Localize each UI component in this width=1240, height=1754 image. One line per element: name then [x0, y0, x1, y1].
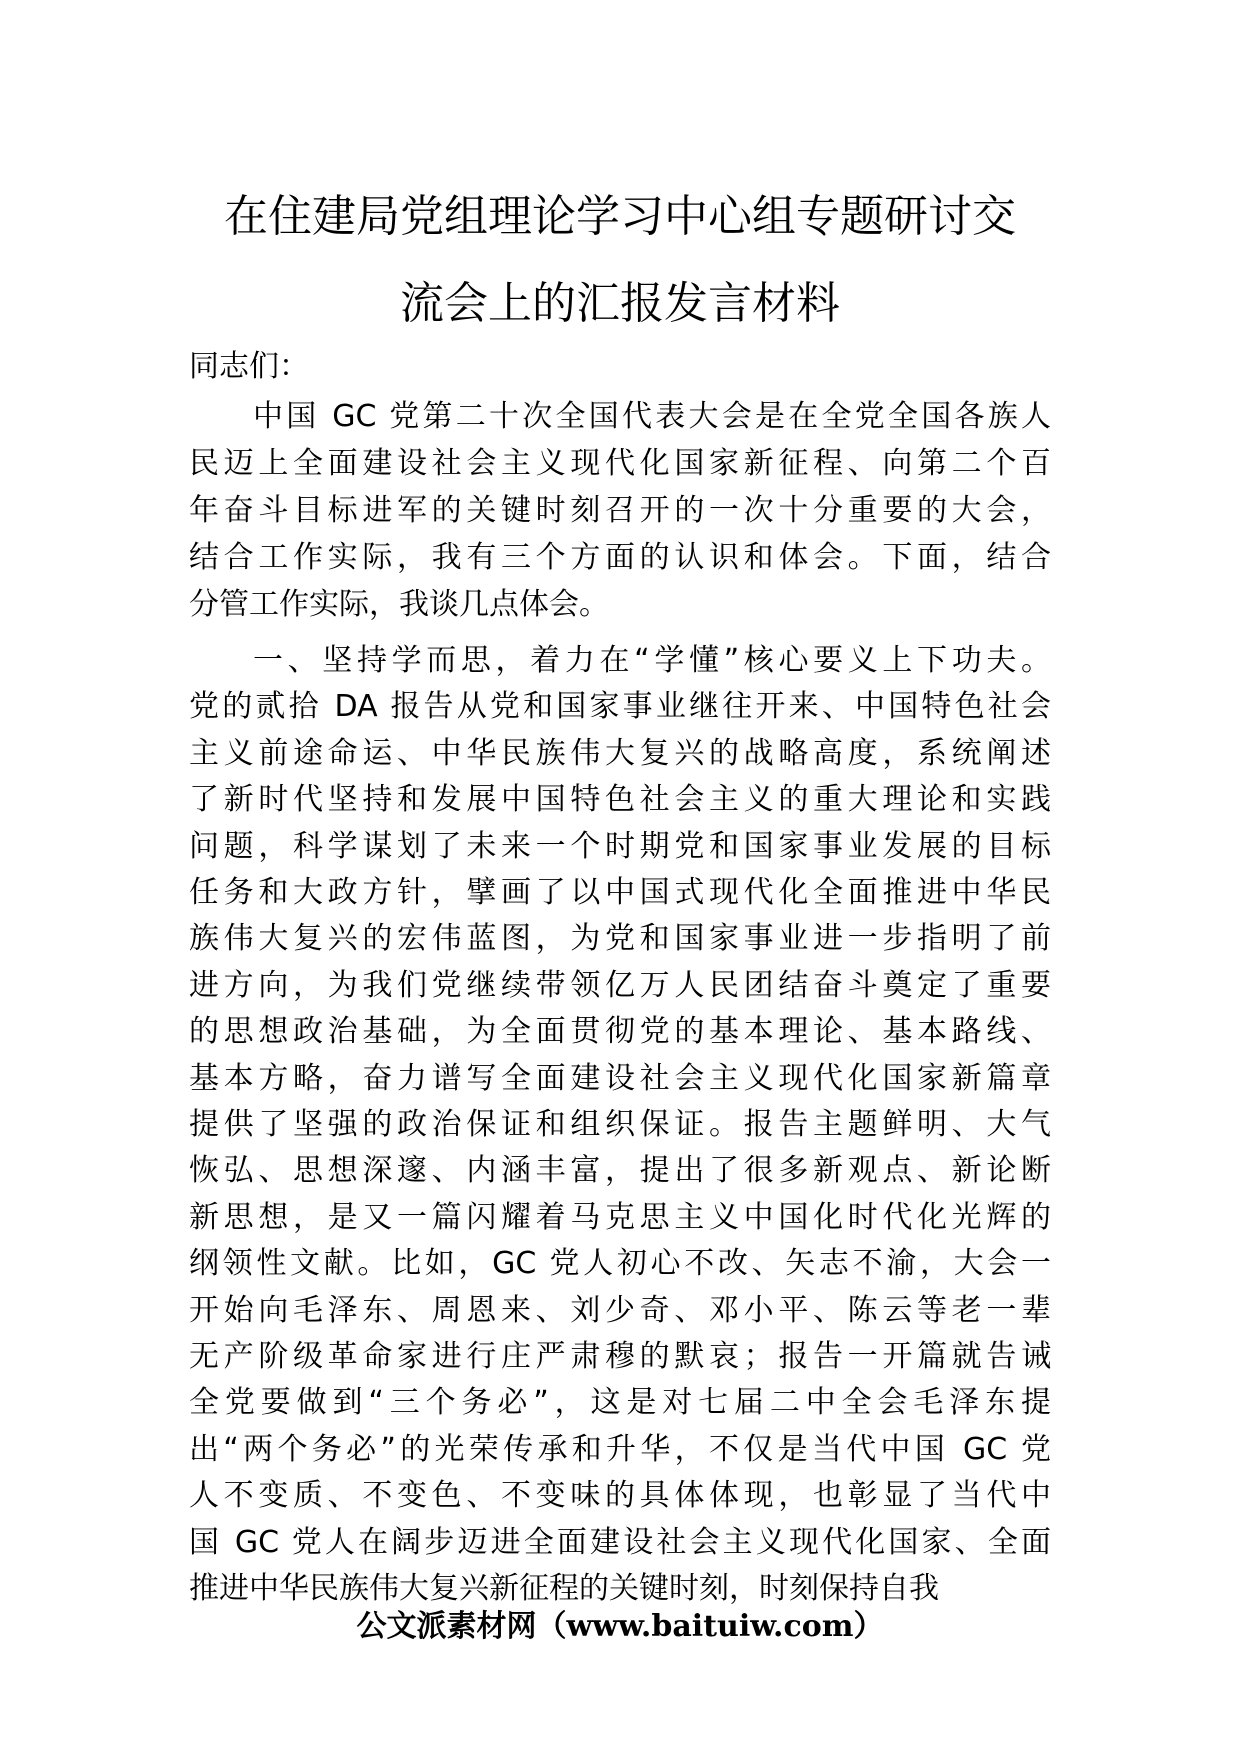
paragraph-2-line: 基本方略，奋力谱写全面建设社会主义现代化国家新篇章: [189, 1060, 1051, 1096]
paragraph-2-line: 党的贰拾 DA 报告从党和国家事业继往开来、中国特色社会: [189, 689, 1051, 725]
salutation: 同志们：: [189, 349, 309, 384]
paragraph-2-line: 开始向毛泽东、周恩来、刘少奇、邓小平、陈云等老一辈: [189, 1292, 1051, 1328]
page-footer: 公文派素材网（www.baituiw.com）: [356, 1609, 884, 1644]
paragraph-1-line: 中国 GC 党第二十次全国代表大会是在全党全国各族人: [253, 399, 1051, 434]
paragraph-2-line: 主义前途命运、中华民族伟大复兴的战略高度，系统阐述: [189, 735, 1051, 771]
paragraph-2-line: 国 GC 党人在阔步迈进全面建设社会主义现代化国家、全面: [189, 1524, 1051, 1560]
paragraph-2-line: 的思想政治基础，为全面贯彻党的基本理论、基本路线、: [189, 1014, 1051, 1050]
document-title-line-2: 流会上的汇报发言材料: [400, 278, 840, 329]
paragraph-2-line: 恢弘、思想深邃、内涵丰富，提出了很多新观点、新论断: [189, 1153, 1051, 1189]
paragraph-2-line: 无产阶级革命家进行庄严肃穆的默哀；报告一开篇就告诫: [189, 1339, 1051, 1374]
paragraph-2-line: 全党要做到“三个务必”，这是对七届二中全会毛泽东提: [189, 1385, 1051, 1421]
paragraph-2-line: 一、坚持学而思，着力在“学懂”核心要义上下功夫。: [253, 643, 1051, 678]
paragraph-2-line: 任务和大政方针，擘画了以中国式现代化全面推进中华民: [189, 875, 1051, 910]
paragraph-2-line: 了新时代坚持和发展中国特色社会主义的重大理论和实践: [189, 782, 1051, 818]
paragraph-2-line: 进方向，为我们党继续带领亿万人民团结奋斗奠定了重要: [189, 967, 1051, 1003]
paragraph-2-line: 族伟大复兴的宏伟蓝图，为党和国家事业进一步指明了前: [189, 921, 1051, 957]
document-title-line-1: 在住建局党组理论学习中心组专题研讨交: [224, 191, 1016, 242]
paragraph-2-line: 人不变质、不变色、不变味的具体体现，也彰显了当代中: [189, 1478, 1051, 1514]
paragraph-1-line: 分管工作实际，我谈几点体会。: [189, 587, 609, 622]
paragraph-2-line: 提供了坚强的政治保证和组织保证。报告主题鲜明、大气: [189, 1107, 1051, 1142]
paragraph-2-line: 问题，科学谋划了未来一个时期党和国家事业发展的目标: [189, 828, 1051, 864]
paragraph-2-line: 新思想，是又一篇闪耀着马克思主义中国化时代化光辉的: [189, 1199, 1051, 1235]
paragraph-1-line: 年奋斗目标进军的关键时刻召开的一次十分重要的大会，: [189, 493, 1051, 528]
paragraph-1-line: 民迈上全面建设社会主义现代化国家新征程、向第二个百: [189, 446, 1051, 481]
paragraph-2-line: 推进中华民族伟大复兴新征程的关键时刻，时刻保持自我: [189, 1571, 939, 1606]
paragraph-2-line: 出“两个务必”的光荣传承和升华，不仅是当代中国 GC 党: [189, 1431, 1051, 1467]
paragraph-1-line: 结合工作实际，我有三个方面的认识和体会。下面，结合: [189, 540, 1051, 575]
paragraph-2-line: 纲领性文献。比如，GC 党人初心不改、矢志不渝，大会一: [189, 1246, 1051, 1282]
